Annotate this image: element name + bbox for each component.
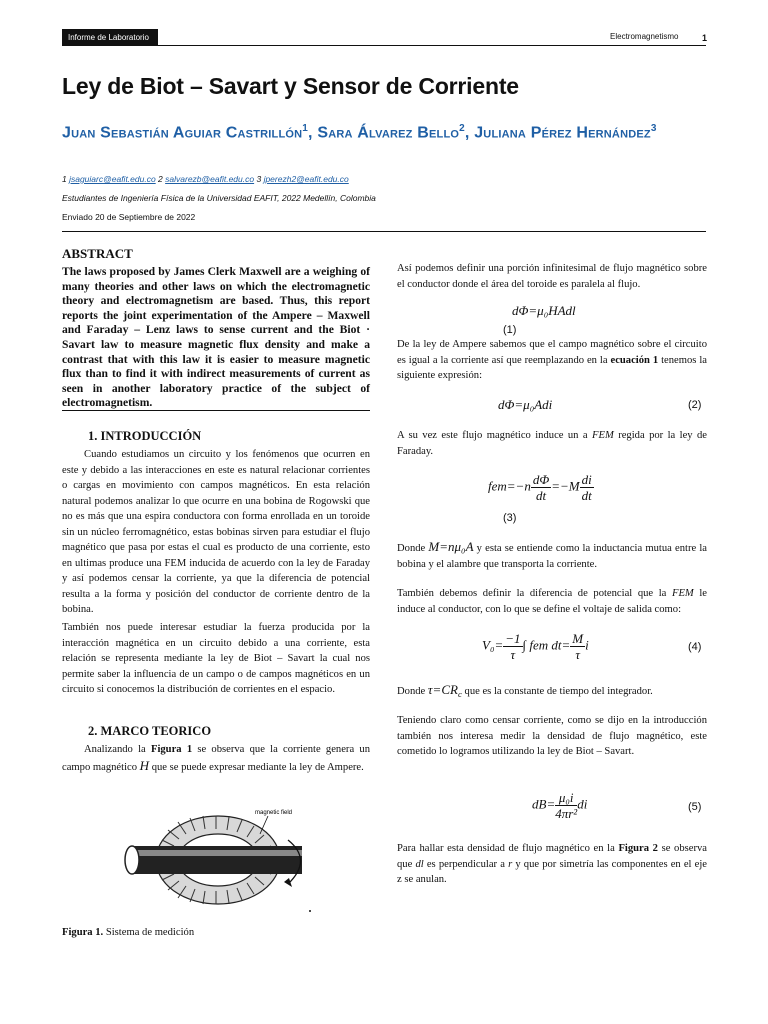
- figure-label: Figura 1.: [62, 927, 104, 938]
- text-run: se observa que la corriente genera un campo magnético: [62, 744, 370, 773]
- right-paragraph-4: [397, 539, 707, 572]
- equation-2: dΦ=μ₀Adi: [498, 397, 553, 412]
- email-num: 3: [254, 174, 264, 184]
- author-3: Juliana Pérez Hernández: [474, 124, 651, 142]
- equation-3-number: (3): [503, 512, 517, 524]
- text-run: que es la constante de tiempo del integrador.: [461, 686, 653, 697]
- text-run: y que por simetría las componentes en el eje z se anulan.: [397, 858, 707, 885]
- author-list: [62, 115, 702, 147]
- numerator: di: [581, 472, 592, 487]
- intro-paragraph-2: También nos puede interesar estudiar la fuerza producida por la interacción magnética en un circuito debido a una corriente, esta relación se representa mediante la ley de Biot – Savart la cual nos permite saber la influencia de un campo o de campos magnéticos en un circuito si conocemos la distribución de corrientes en el espacio.: [62, 622, 370, 695]
- text-run: Analizando la: [84, 744, 151, 755]
- header-right-label: Electromagnetismo: [610, 32, 679, 41]
- section-heading-marco: 2. MARCO TEORICO: [88, 724, 212, 738]
- fem-term: FEM: [671, 588, 694, 599]
- symbol-m: M=nμ₀A: [428, 539, 474, 554]
- email-num: 2: [155, 174, 166, 184]
- eq-part: i: [585, 637, 589, 653]
- intro-paragraph-1: Cuando estudiamos un circuito y los fenómenos que ocurren en este y debido a las interacciones en este es natural relacionar corrientes o cargas en movimiento con campos magnéticos. En esta relación natural podemos analizar lo que ocurre en una bobina de Rogowski que no es más que una espira conductora con forma enrollada en un toroide sin un núcleo ferromagnético, estas bobinas sirven para estudiar el flujo magnético que pasa por estas el cual es producto de una corriente, esto en ultimas produce una FEM inducida de acuerdo con la ley de Faraday y así podemos censar la corriente, ya que la diferencia de potencial resulta a la forma y posición del conductor de corriente dentro de la bobina.: [62, 449, 370, 615]
- right-paragraph-3: [397, 428, 707, 459]
- right-paragraph-2: [397, 337, 707, 384]
- equation-ref: ecuación 1: [610, 354, 659, 366]
- eq-fraction: [580, 472, 594, 503]
- equation-1: dΦ=μ₀HAdl: [512, 303, 576, 318]
- email-link-2[interactable]: salvarezb@eafit.edu.co: [165, 174, 255, 184]
- author-sep: ,: [464, 124, 475, 142]
- denominator: τ: [575, 647, 580, 662]
- author-3-sup: 3: [650, 123, 657, 134]
- numerator: dΦ: [532, 472, 550, 487]
- email-link-1[interactable]: jsaguiarc@eafit.edu.co: [69, 174, 156, 184]
- section-heading-intro: 1. INTRODUCCIÓN: [88, 429, 202, 443]
- figure-1-toroid: [118, 800, 328, 915]
- eq-part: dB=: [532, 796, 556, 812]
- equation-2-number: (2): [688, 399, 702, 411]
- eq-part: di: [577, 796, 588, 812]
- numerator: −1: [505, 631, 521, 646]
- numerator: μ₀i: [555, 790, 577, 806]
- author-sep: ,: [308, 124, 318, 142]
- text-run: Para hallar esta densidad de flujo magnético en la: [397, 843, 619, 854]
- page-number: 1: [702, 33, 708, 43]
- affiliation: Estudiantes de Ingeniería Física de la Universidad EAFIT, 2022 Medellín, Colombia: [62, 193, 376, 203]
- text-run: le induce al conductor, con lo que se define el voltaje de salida como:: [397, 588, 707, 615]
- abstract-rule: [62, 410, 370, 411]
- eq-fraction: [503, 631, 522, 662]
- symbol-r: r: [508, 858, 513, 870]
- email-link-3[interactable]: jperezh2@eafit.edu.co: [263, 174, 349, 184]
- fem-term: FEM: [592, 430, 614, 441]
- right-paragraph-8: [397, 841, 707, 888]
- text-run: Donde: [397, 686, 428, 697]
- abstract-heading: ABSTRACT: [62, 246, 133, 261]
- numerator: M: [572, 631, 584, 646]
- author-2: Sara Álvarez Bello: [317, 124, 460, 142]
- figure-ref: Figura 1: [150, 744, 193, 755]
- eq-fraction: [531, 472, 551, 503]
- field-annotation: magnetic field: [255, 810, 293, 816]
- symbol-h: H: [139, 757, 150, 773]
- text-run: y esta se entiende como la inductancia mutua entre la bobina y el alambre que transporta la corriente.: [397, 543, 707, 570]
- right-paragraph-6: [397, 682, 707, 703]
- equation-5: [532, 790, 587, 821]
- text-run: regida por la ley de Faraday.: [397, 430, 707, 457]
- equation-4-number: (4): [688, 641, 702, 653]
- text-run: tenemos la siguiente expresión:: [397, 354, 707, 381]
- email-num: 1: [62, 174, 70, 184]
- denominator: dt: [535, 488, 547, 503]
- figure-caption-text: Sistema de medición: [103, 927, 195, 938]
- equation-3: [488, 472, 594, 503]
- header-left-label: Informe de Laboratorio: [62, 29, 158, 46]
- denominator: dt: [581, 488, 592, 503]
- paper-title: Ley de Biot – Savart y Sensor de Corriente: [62, 73, 519, 99]
- equation-1-number: (1): [503, 324, 517, 336]
- header-rule: [62, 45, 706, 46]
- denominator: 4πr²: [555, 806, 578, 821]
- figure-ref: Figura 2: [618, 843, 658, 854]
- right-paragraph-7: Teniendo claro como censar corriente, como se dijo en la introducción también nos interesa medir la densidad de flujo magnético, este cometido lo logramos utilizando la ley de Biot – Savart.: [397, 715, 707, 757]
- denominator: τ: [510, 647, 516, 662]
- text-run: De la ley de Ampere sabemos que el campo magnético sobre el circuito es igual a la corriente así que reemplazando en la: [397, 339, 707, 366]
- author-1: Juan Sebastián Aguiar Castrillón: [62, 124, 303, 142]
- eq-part: fem=−n: [488, 478, 531, 494]
- text-run: es perpendicular a: [423, 858, 509, 870]
- text-run: Donde: [397, 543, 429, 554]
- symbol-tau: τ=CR: [427, 682, 458, 697]
- author-2-sup: 2: [459, 123, 465, 134]
- right-paragraph-1: Así podemos definir una porción infinitesimal de flujo magnético sobre el conductor donde el área del toroide es paralela al flujo.: [397, 263, 707, 290]
- text-run: También debemos definir la diferencia de potencial que la: [397, 588, 672, 599]
- text-run: se observa que: [397, 843, 707, 870]
- figure-1-caption: [62, 927, 194, 938]
- text-run: que se puede expresar mediante la ley de Ampere.: [149, 761, 364, 773]
- marco-paragraph-1: [62, 742, 370, 775]
- author-emails: [62, 174, 349, 184]
- eq-part: ∫ fem dt=: [522, 637, 571, 653]
- symbol-sub: c: [457, 689, 462, 700]
- abstract-text: The laws proposed by James Clerk Maxwell are a weighing of many theories and other laws on which the electromagnetic theory and electromagnetism are based. Thus, this report reports the joint experimentation of the Ampere – Maxwell and Faraday – Lenz laws to sense current and the Biot · Savart law to measure magnetic flux density and make a contrast that with this law it is easier to measure magnetic flux than to find it with indirect measurements of current as seen in another laboratory practice of the subject of electromagnetism.: [62, 265, 370, 410]
- eq-part: V₀=: [482, 637, 504, 653]
- author-1-sup: 1: [302, 123, 309, 134]
- symbol-dl: dl: [415, 858, 424, 870]
- right-paragraph-5: [397, 586, 707, 617]
- eq-part: =−M: [551, 478, 580, 494]
- eq-fraction: [555, 790, 577, 821]
- eq-fraction: [570, 631, 585, 662]
- sent-date: Enviado 20 de Septiembre de 2022: [62, 212, 196, 222]
- text-run: A su vez este flujo magnético induce un a: [397, 430, 592, 441]
- equation-4: [482, 631, 589, 662]
- title-rule: [62, 231, 706, 232]
- equation-5-number: (5): [688, 801, 702, 813]
